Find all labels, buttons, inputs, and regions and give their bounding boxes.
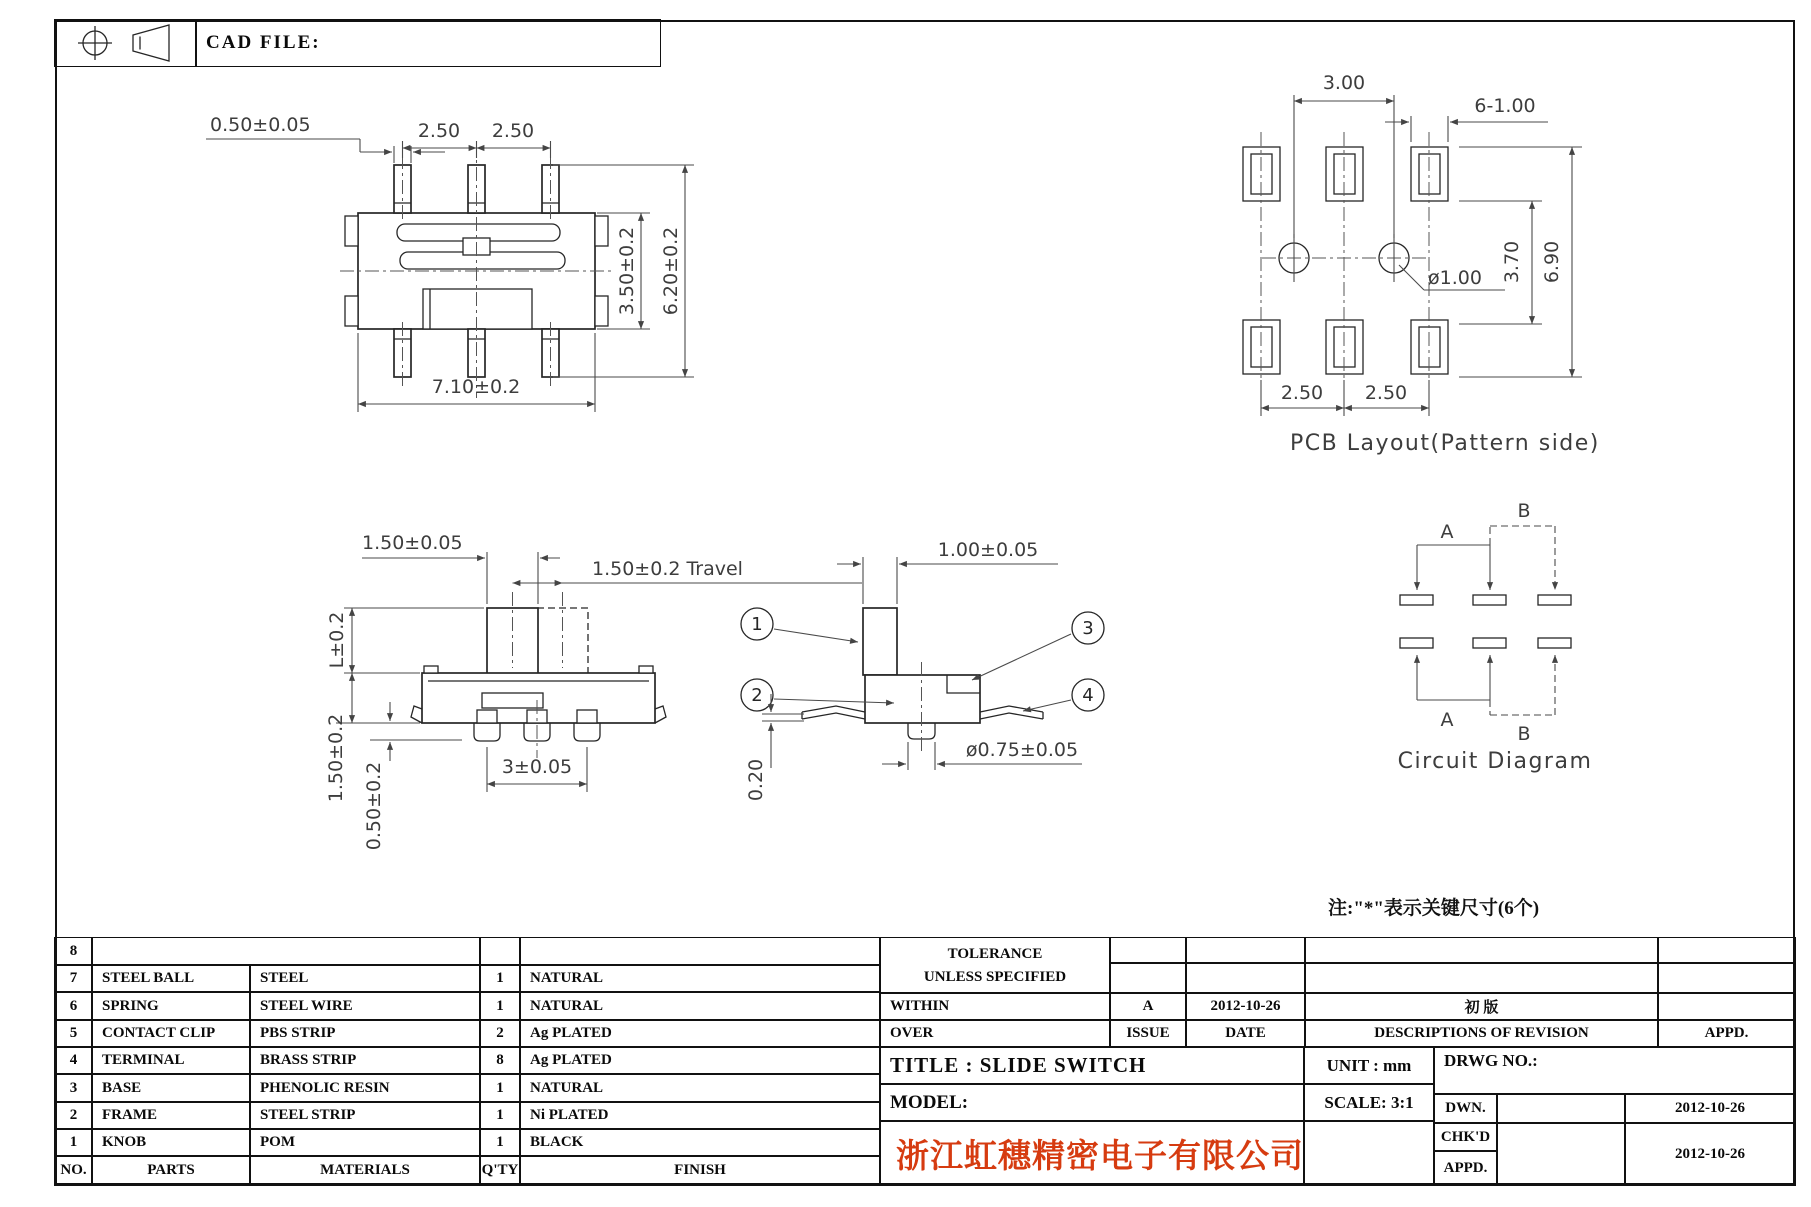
parts-row-materials: BRASS STRIP — [250, 1047, 480, 1074]
pcb-layout-caption: PCB Layout(Pattern side) — [1290, 431, 1600, 456]
parts-row-materials: POM — [250, 1129, 480, 1156]
dwn-signature — [1497, 1094, 1625, 1123]
tolerance-over: OVER — [880, 1020, 1110, 1047]
side-view — [741, 539, 1104, 801]
parts-header-finish: FINISH — [520, 1156, 880, 1185]
parts-row-finish: Ag PLATED — [520, 1047, 880, 1074]
pcb-pads — [1243, 147, 1448, 374]
front-view — [325, 532, 862, 850]
dim-post-dia: ø0.75±0.05 — [965, 739, 1079, 761]
parts-row-qty: 1 — [480, 1102, 520, 1129]
parts-row-no: 5 — [55, 1020, 92, 1047]
revision-date-label: DATE — [1186, 1020, 1305, 1047]
parts-row-qty: 8 — [480, 1047, 520, 1074]
parts-row-parts: BASE — [92, 1074, 250, 1102]
parts-row-parts: FRAME — [92, 1102, 250, 1129]
dim-travel: 1.50±0.2 Travel — [592, 558, 743, 580]
dim-knob-thickness: 1.00±0.05 — [937, 539, 1039, 561]
parts-row-finish: NATURAL — [520, 1074, 880, 1102]
dim-pitch-left: 2.50 — [417, 120, 461, 142]
circuit-label-b-top: B — [1517, 500, 1531, 522]
parts-row-no: 4 — [55, 1047, 92, 1074]
key-dimension-note: 注:"*"表示关键尺寸(6个) — [1328, 898, 1540, 919]
unit-field: UNIT : mm — [1304, 1047, 1434, 1084]
parts-row-parts: KNOB — [92, 1129, 250, 1156]
revision-cell-empty — [1305, 938, 1658, 963]
parts-row-qty: 2 — [480, 1020, 520, 1047]
parts-row-materials: STEEL — [250, 965, 480, 992]
dim-pin-span: 3±0.05 — [501, 756, 573, 778]
revision-cell-empty — [1305, 963, 1658, 993]
appd-label: APPD. — [1434, 1151, 1497, 1185]
parts-row-no: 8 — [55, 938, 92, 965]
circuit-pads — [1400, 595, 1571, 648]
side-view-body — [802, 608, 1043, 755]
circuit-label-a-top: A — [1440, 521, 1454, 543]
dim-row-span: 6.90 — [1541, 240, 1563, 284]
parts-row-no: 6 — [55, 992, 92, 1020]
dim-knob-height: L±0.2 — [326, 611, 348, 669]
parts-row-finish: NATURAL — [520, 965, 880, 992]
dim-overall-width: 7.10±0.2 — [431, 376, 521, 398]
chkd-label: CHK'D — [1434, 1123, 1497, 1151]
title-cell-empty — [1304, 1121, 1434, 1185]
front-view-body — [411, 608, 666, 741]
title-field: TITLE : SLIDE SWITCH — [880, 1047, 1304, 1084]
parts-header-qty: Q'TY — [480, 1156, 520, 1185]
revision-cell-empty — [1186, 938, 1305, 963]
parts-row-parts: SPRING — [92, 992, 250, 1020]
parts-row-no: 2 — [55, 1102, 92, 1129]
parts-row-finish: BLACK — [520, 1129, 880, 1156]
top-view — [206, 114, 694, 412]
parts-header-materials: MATERIALS — [250, 1156, 480, 1185]
scale-field: SCALE: 3:1 — [1304, 1084, 1434, 1121]
parts-row-finish — [520, 938, 880, 965]
revision-cell-empty — [1658, 963, 1795, 993]
revision-date-value: 2012-10-26 — [1186, 993, 1305, 1020]
dim-pcb-pitch-right: 2.50 — [1364, 382, 1408, 404]
side-view-dimensions — [745, 539, 1082, 801]
tolerance-within: WITHIN — [880, 993, 1110, 1020]
parts-row-finish: Ni PLATED — [520, 1102, 880, 1129]
dim-overall-height: 6.20±0.2 — [660, 226, 682, 316]
chkd-appd-date: 2012-10-26 — [1625, 1123, 1795, 1185]
circuit-label-a-bottom: A — [1440, 709, 1454, 731]
parts-row-qty: 1 — [480, 1129, 520, 1156]
parts-row-materials: PBS STRIP — [250, 1020, 480, 1047]
revision-issue-value: A — [1110, 993, 1186, 1020]
dim-pcb-pitch-left: 2.50 — [1280, 382, 1324, 404]
balloon-1: 1 — [751, 614, 763, 635]
parts-row-no: 7 — [55, 965, 92, 992]
dim-hole-span: 3.00 — [1322, 72, 1366, 94]
parts-row-qty: 1 — [480, 992, 520, 1020]
parts-row-finish: Ag PLATED — [520, 1020, 880, 1047]
parts-row-parts: TERMINAL — [92, 1047, 250, 1074]
dwn-date: 2012-10-26 — [1625, 1094, 1795, 1123]
company-name: 浙江虹穗精密电子有限公司 — [880, 1121, 1304, 1185]
revision-appd-value — [1658, 993, 1795, 1020]
parts-row-qty: 1 — [480, 1074, 520, 1102]
model-field: MODEL: — [880, 1084, 1304, 1121]
dwn-label: DWN. — [1434, 1094, 1497, 1123]
parts-row-materials: STEEL WIRE — [250, 992, 480, 1020]
revision-description-value: 初 版 — [1305, 993, 1658, 1020]
parts-row-qty: 1 — [480, 965, 520, 992]
parts-row-materials: STEEL STRIP — [250, 1102, 480, 1129]
cad-file-label: CAD FILE: — [196, 20, 660, 66]
dim-hole-dia: ø1.00 — [1428, 267, 1482, 289]
revision-cell-empty — [1110, 963, 1186, 993]
balloon-3: 3 — [1082, 618, 1094, 639]
dim-pad-callout: 6-1.00 — [1474, 95, 1536, 117]
parts-row-no: 3 — [55, 1074, 92, 1102]
dim-standoff: 0.50±0.2 — [363, 761, 385, 851]
drwg-no-field: DRWG NO.: — [1434, 1047, 1795, 1094]
circuit-diagram-caption: Circuit Diagram — [1397, 749, 1593, 774]
circuit-connections — [1417, 526, 1555, 715]
parts-row-parts: STEEL BALL — [92, 965, 250, 992]
dim-front-body-height: 1.50±0.2 — [325, 713, 347, 803]
tolerance-box — [880, 938, 1110, 993]
chkd-appd-signature — [1497, 1123, 1625, 1185]
balloon-4: 4 — [1082, 685, 1094, 706]
parts-row-finish: NATURAL — [520, 992, 880, 1020]
dim-body-height: 3.50±0.2 — [616, 226, 638, 316]
revision-issue-label: ISSUE — [1110, 1020, 1186, 1047]
parts-row-materials: PHENOLIC RESIN — [250, 1074, 480, 1102]
revision-cell-empty — [1186, 963, 1305, 993]
dim-row-gap: 3.70 — [1501, 240, 1523, 284]
balloon-2: 2 — [751, 685, 763, 706]
tolerance-line2: UNLESS SPECIFIED — [923, 968, 1067, 985]
dim-pitch-right: 2.50 — [491, 120, 535, 142]
revision-description-label: DESCRIPTIONS OF REVISION — [1305, 1020, 1658, 1047]
dim-knob-width: 1.50±0.05 — [362, 532, 463, 554]
parts-header-no: NO. — [55, 1156, 92, 1185]
parts-row-no: 1 — [55, 1129, 92, 1156]
tolerance-line1: TOLERANCE — [947, 946, 1043, 962]
revision-cell-empty — [1658, 938, 1795, 963]
dim-terminal-gap: 0.20 — [745, 758, 767, 802]
pcb-layout-view — [1243, 72, 1600, 456]
parts-row-qty — [480, 938, 520, 965]
circuit-diagram — [1398, 500, 1593, 774]
revision-appd-label: APPD. — [1658, 1020, 1795, 1047]
parts-row-parts: CONTACT CLIP — [92, 1020, 250, 1047]
revision-cell-empty — [1110, 938, 1186, 963]
parts-row-merged — [92, 938, 480, 965]
dim-pin-width: 0.50±0.05 — [210, 114, 311, 136]
circuit-label-b-bottom: B — [1517, 723, 1531, 745]
parts-header-parts: PARTS — [92, 1156, 250, 1185]
